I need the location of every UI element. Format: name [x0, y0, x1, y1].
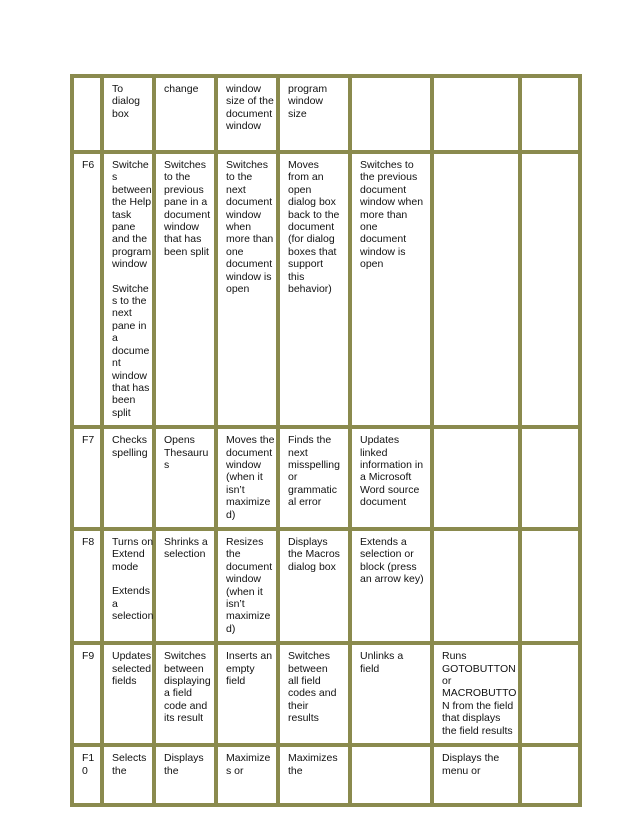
cell-text-line: Switche — [112, 159, 149, 171]
table-row — [72, 529, 580, 643]
function-key-table — [70, 74, 582, 807]
cell-text-line: window is — [226, 270, 272, 283]
cell-text-line: Moves the — [226, 434, 275, 447]
table-cell — [432, 76, 520, 152]
cell-text-line: document — [226, 560, 273, 573]
cell-text-line: mode — [112, 560, 139, 573]
cell-text-line: window — [226, 208, 262, 221]
cell-text-line: document — [226, 258, 273, 271]
key-label: 0 — [82, 764, 88, 777]
cell-text-line: the — [164, 764, 179, 777]
cell-text-line: between — [164, 662, 204, 675]
cell-text-line: window — [288, 95, 324, 108]
cell-text-line: a field — [164, 687, 193, 700]
cell-text-line: the field results — [442, 724, 513, 737]
cell-text-line: al error — [288, 496, 322, 509]
table-cell — [216, 427, 278, 529]
cell-text-line: field — [360, 662, 380, 675]
table-cell — [102, 529, 154, 643]
table-cell — [520, 152, 580, 427]
table-cell — [520, 427, 580, 529]
table-cell — [216, 152, 278, 427]
cell-text-line: window — [112, 258, 148, 271]
paragraph-gap — [112, 573, 149, 585]
cell-text-line: selection — [164, 548, 206, 561]
table-cell — [350, 643, 432, 745]
table-cell — [278, 745, 350, 805]
key-cell — [72, 745, 102, 805]
cell-text-line: maximize — [226, 496, 271, 509]
cell-text-line: maximize — [226, 610, 271, 623]
cell-text-line: isn’t — [226, 598, 245, 610]
key-label: F7 — [82, 434, 95, 447]
key-label: F8 — [82, 535, 95, 548]
cell-text-line: open — [288, 183, 312, 196]
cell-text-line: window is — [360, 245, 406, 258]
cell-text-line: Selects — [112, 752, 147, 765]
cell-text-line: to the — [164, 171, 191, 184]
cell-text-line: the Help — [112, 196, 152, 209]
table-cell — [154, 76, 216, 152]
cell-text-line: s — [112, 171, 118, 184]
cell-text-line: an arrow key) — [360, 573, 424, 586]
table-cell — [154, 529, 216, 643]
cell-text-line: Switche — [112, 282, 149, 295]
cell-text-line: more than — [360, 208, 408, 221]
cell-text-line: selected — [112, 662, 152, 675]
cell-text-line: document — [226, 446, 273, 459]
cell-text-line: Resizes — [226, 535, 264, 548]
table-cell — [350, 529, 432, 643]
cell-text-line: document — [226, 107, 273, 120]
cell-text-line: document — [360, 183, 407, 196]
key-label: F9 — [82, 650, 95, 663]
cell-text-line: (for dialog — [288, 233, 335, 246]
cell-text-line: empty — [226, 662, 255, 675]
table-cell — [154, 745, 216, 805]
cell-text-line: or — [442, 675, 452, 688]
cell-text-line: previous — [164, 183, 204, 196]
cell-text-line: information in — [360, 458, 424, 471]
cell-text-line: size of the — [226, 95, 274, 108]
cell-text-line: GOTOBUTTON — [442, 662, 516, 675]
cell-text-line: dialog — [112, 95, 141, 108]
cell-text-line: its result — [164, 712, 204, 725]
cell-text-line: Word source — [360, 483, 420, 496]
cell-text-line: change — [164, 83, 199, 95]
key-cell — [72, 76, 102, 152]
cell-text-line: Updates — [112, 650, 152, 663]
cell-text-line: Extends a — [360, 535, 407, 548]
cell-text-line: code and — [164, 699, 208, 712]
cell-text-line: linked — [360, 446, 388, 459]
cell-text-line: s — [164, 458, 170, 471]
table-cell — [278, 643, 350, 745]
cell-text-line: displaying — [164, 675, 211, 688]
cell-text-line: selection or — [360, 548, 414, 561]
cell-text-line: the previous — [360, 171, 418, 184]
cell-text-line: this — [288, 270, 305, 283]
cell-text-line: window — [226, 83, 262, 95]
table-row — [72, 745, 580, 805]
cell-text-line: to the — [226, 171, 253, 184]
cell-text-line: selection — [112, 610, 154, 622]
cell-text-line: (when it — [226, 471, 263, 484]
cell-text-line: between — [112, 183, 152, 196]
cell-text-line: the — [112, 764, 127, 777]
table-cell — [102, 745, 154, 805]
cell-text-line: Inserts an — [226, 650, 273, 663]
key-label: F1 — [82, 752, 95, 765]
cell-text-line: open — [226, 283, 250, 296]
table-body — [72, 76, 580, 805]
table-cell — [154, 643, 216, 745]
cell-text-line: spelling — [112, 446, 148, 459]
table-cell — [216, 643, 278, 745]
key-cell — [72, 152, 102, 427]
cell-text-line: back to the — [288, 208, 340, 221]
cell-text-line: MACROBUTTO — [442, 687, 517, 700]
cell-text-line: their — [288, 699, 309, 712]
cell-text-line: the — [226, 548, 241, 561]
cell-text-line: next — [112, 307, 132, 320]
cell-text-line: Displays — [164, 752, 204, 765]
table-cell — [102, 427, 154, 529]
cell-text-line: dialog box — [288, 560, 336, 573]
cell-text-line: menu or — [442, 764, 481, 777]
table-cell — [432, 745, 520, 805]
cell-text-line: Moves — [288, 159, 319, 171]
cell-text-line: pane in a — [164, 196, 208, 209]
cell-text-line: program — [112, 245, 152, 258]
cell-text-line: one — [360, 221, 378, 234]
cell-text-line: window — [164, 221, 200, 234]
cell-text-line: that has — [112, 381, 150, 394]
cell-text-line: window — [226, 573, 262, 586]
cell-text-line: one — [226, 245, 244, 258]
cell-text-line: Runs — [442, 650, 467, 663]
table-cell — [102, 643, 154, 745]
cell-text-line: window — [226, 458, 262, 471]
table-row — [72, 643, 580, 745]
table-cell — [216, 529, 278, 643]
cell-text-line: the — [288, 764, 303, 777]
table-cell — [154, 152, 216, 427]
cell-text-line: window — [226, 120, 262, 133]
cell-text-line: document — [288, 221, 335, 234]
cell-text-line: next — [288, 446, 308, 459]
table-cell — [520, 643, 580, 745]
key-cell — [72, 643, 102, 745]
cell-text-line: d) — [226, 622, 236, 635]
key-label: F6 — [82, 159, 95, 171]
cell-text-line: d) — [226, 508, 236, 521]
cell-text-line: or — [288, 471, 298, 484]
cell-text-line: next — [226, 183, 246, 196]
table-row — [72, 152, 580, 427]
cell-text-line: Checks — [112, 434, 148, 447]
table-cell — [278, 427, 350, 529]
cell-text-line: all field — [288, 675, 321, 688]
table-cell — [278, 152, 350, 427]
table-cell — [154, 427, 216, 529]
cell-text-line: Opens — [164, 434, 195, 447]
cell-text-line: behavior) — [288, 283, 332, 296]
cell-text-line: been split — [164, 245, 209, 258]
key-cell — [72, 427, 102, 529]
cell-text-line: Thesauru — [164, 446, 209, 459]
cell-text-line: Switches — [226, 159, 269, 171]
cell-text-line: Switches — [164, 159, 207, 171]
cell-text-line: Displays the — [442, 752, 500, 765]
cell-text-line: task — [112, 208, 132, 221]
cell-text-line: Displays — [288, 535, 328, 548]
cell-text-line: been — [112, 394, 136, 407]
cell-text-line: a — [112, 597, 118, 610]
cell-text-line: results — [288, 712, 319, 725]
cell-text-line: document — [226, 196, 273, 209]
cell-text-line: boxes that — [288, 245, 337, 258]
cell-text-line: pane — [112, 221, 136, 234]
cell-text-line: To — [112, 83, 124, 95]
cell-text-line: s or — [226, 764, 244, 777]
cell-text-line: Maximizes — [288, 752, 338, 765]
paragraph-gap — [112, 271, 149, 283]
table-cell — [350, 152, 432, 427]
table-cell — [520, 745, 580, 805]
table-cell — [350, 76, 432, 152]
cell-text-line: Switches — [164, 650, 207, 663]
table-cell — [278, 76, 350, 152]
cell-text-line: open — [360, 258, 384, 271]
cell-text-line: between — [288, 662, 328, 675]
cell-text-line: document — [360, 496, 407, 509]
cell-text-line: Unlinks a — [360, 650, 404, 663]
cell-text-line: split — [112, 406, 131, 419]
cell-text-line: document — [164, 208, 211, 221]
cell-text-line: when — [226, 221, 252, 234]
cell-text-line: program — [288, 83, 328, 95]
table-cell — [350, 745, 432, 805]
cell-text-line: support — [288, 258, 324, 271]
cell-text-line: that displays — [442, 712, 501, 725]
table-cell — [432, 427, 520, 529]
table-row — [72, 427, 580, 529]
key-cell — [72, 529, 102, 643]
cell-text-line: document — [360, 233, 407, 246]
cell-text-line: fields — [112, 675, 137, 688]
cell-text-line: s to the — [112, 295, 147, 308]
table-cell — [520, 76, 580, 152]
cell-text-line: Turns on — [112, 535, 154, 548]
cell-text-line: isn’t — [226, 483, 245, 496]
cell-text-line: misspelling — [288, 458, 340, 471]
cell-text-line: Maximize — [226, 752, 271, 765]
cell-text-line: codes and — [288, 687, 337, 700]
cell-text-line: that has — [164, 233, 202, 246]
cell-text-line: field — [226, 675, 246, 688]
table-cell — [102, 152, 154, 427]
cell-text-line: N from the field — [442, 699, 514, 712]
cell-text-line: dialog box — [288, 196, 336, 209]
cell-text-line: Switches to — [360, 159, 414, 171]
cell-text-line: size — [288, 107, 307, 120]
cell-text-line: docume — [112, 344, 150, 357]
table-cell — [216, 76, 278, 152]
cell-text-line: Finds the — [288, 434, 332, 447]
table-cell — [520, 529, 580, 643]
cell-text-line: block (press — [360, 560, 417, 573]
cell-text-line: the Macros — [288, 548, 340, 561]
cell-text-line: window — [112, 369, 148, 382]
table-cell — [278, 529, 350, 643]
cell-text-line: box — [112, 107, 129, 120]
cell-text-line: nt — [112, 357, 121, 370]
cell-text-line: pane in — [112, 319, 147, 332]
cell-text-line: from an — [288, 171, 324, 184]
cell-text-line: a — [112, 332, 118, 345]
table-cell — [216, 745, 278, 805]
cell-text-line: and the — [112, 233, 148, 246]
cell-text-line: Extend — [112, 548, 145, 561]
cell-text-line: Shrinks a — [164, 535, 208, 548]
cell-text-line: more than — [226, 233, 274, 246]
table-row — [72, 76, 580, 152]
table-cell — [432, 529, 520, 643]
cell-text-line: Switches — [288, 650, 331, 663]
cell-text-line: grammatic — [288, 483, 338, 496]
cell-text-line: window when — [360, 196, 424, 209]
cell-text-line: (when it — [226, 585, 263, 598]
cell-text-line: a Microsoft — [360, 471, 412, 484]
cell-text-line: Extends — [112, 585, 150, 598]
table-cell — [102, 76, 154, 152]
table-cell — [432, 643, 520, 745]
table-cell — [350, 427, 432, 529]
cell-text-line: Updates — [360, 434, 400, 447]
table-cell — [432, 152, 520, 427]
